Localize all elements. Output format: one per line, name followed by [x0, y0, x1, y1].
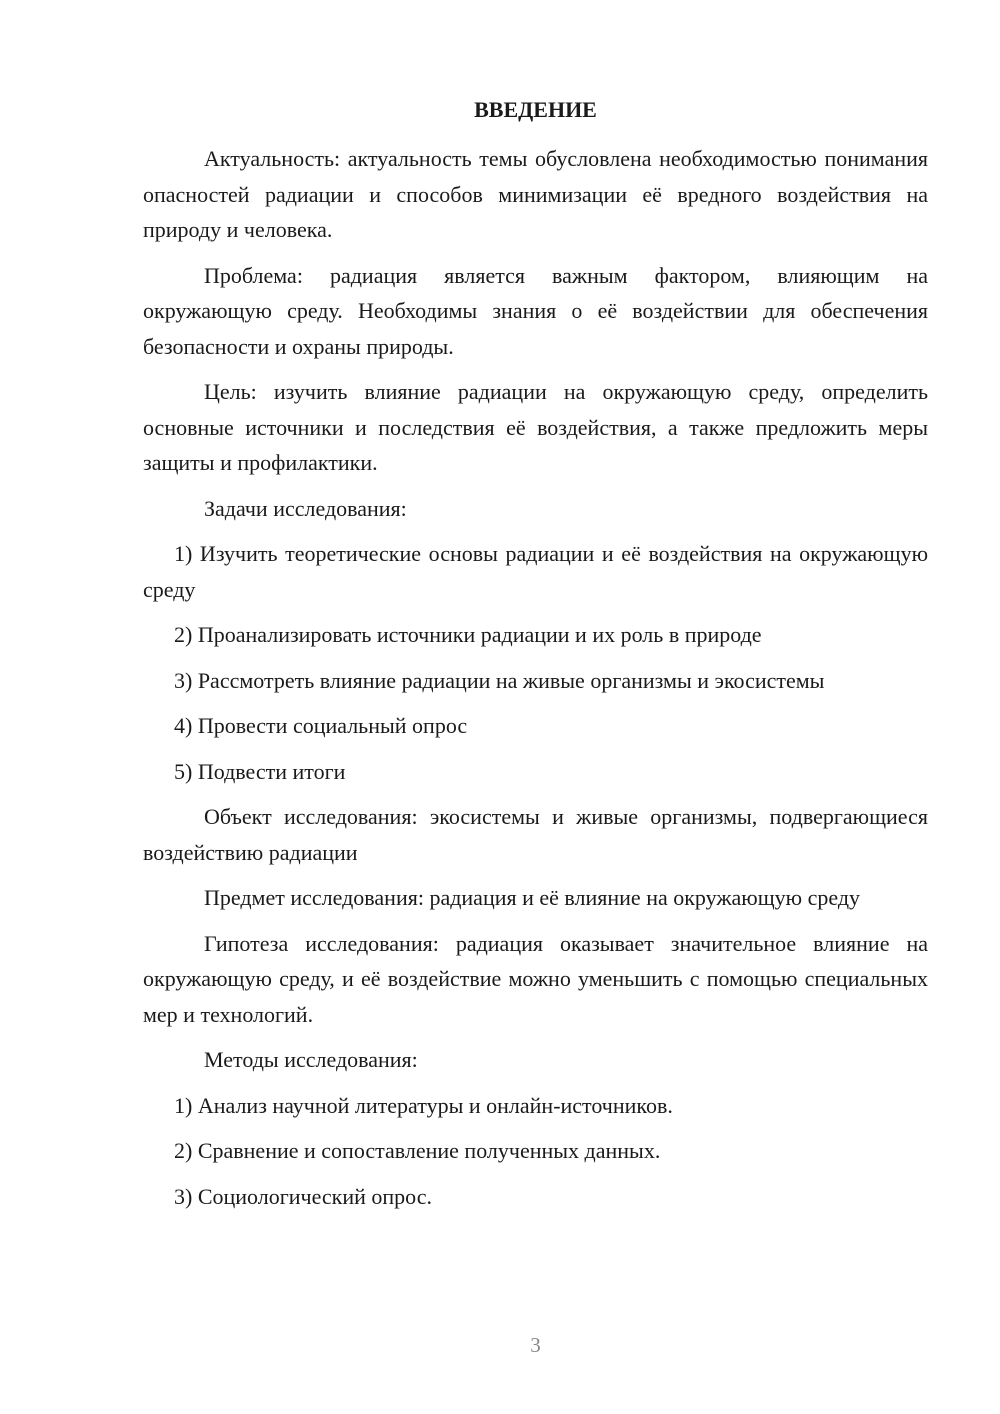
paragraph-hypothesis: Гипотеза исследования: радиация оказывает значительное влияние на окружающую среду, и её воздействие можно уменьшить с помощью специальных мер и технологий. — [143, 930, 928, 1027]
section-title: ВВЕДЕНИЕ — [474, 97, 597, 122]
paragraph-methods-heading: Методы исследования: — [204, 1047, 418, 1072]
paragraph-subject: Предмет исследования: радиация и её влияние на окружающую среду — [204, 885, 861, 910]
paragraph-object: Объект исследования: экосистемы и живые организмы, подвергающиеся воздействию радиации — [143, 804, 928, 865]
paragraph-problem: Проблема: радиация является важным фактором, влияющим на окружающую среду. Необходимы знания о её воздействии для обеспечения безопасности и охраны природы. — [143, 262, 928, 359]
task-item-4: 4) Провести социальный опрос — [174, 713, 468, 738]
task-item-3: 3) Рассмотреть влияние радиации на живые организмы и экосистемы — [174, 667, 825, 693]
task-item-2: 2) Проанализировать источники радиации и их роль в природе — [174, 622, 762, 647]
task-item-5: 5) Подвести итоги — [174, 758, 346, 784]
document-page — [143, 0, 928, 1414]
method-item-2: 2) Сравнение и сопоставление полученных данных. — [174, 1138, 661, 1163]
paragraph-tasks-heading: Задачи исследования: — [204, 495, 407, 521]
paragraph-relevance: Актуальность: актуальность темы обусловлена необходимостью понимания опасностей радиации и способов минимизации её вредного воздействия на природу и человека. — [143, 146, 928, 242]
page-number: 3 — [530, 1333, 541, 1357]
method-item-3: 3) Социологический опрос. — [174, 1183, 432, 1209]
paragraph-goal: Цель: изучить влияние радиации на окружающую среду, определить основные источники и последствия её воздействия, а также предложить меры защиты и профилактики. — [143, 379, 928, 475]
task-item-1: 1) Изучить теоретические основы радиации и её воздействия на окружающую среду — [143, 541, 928, 602]
method-item-1: 1) Анализ научной литературы и онлайн-источников. — [174, 1092, 673, 1118]
document-body — [143, 141, 928, 1224]
